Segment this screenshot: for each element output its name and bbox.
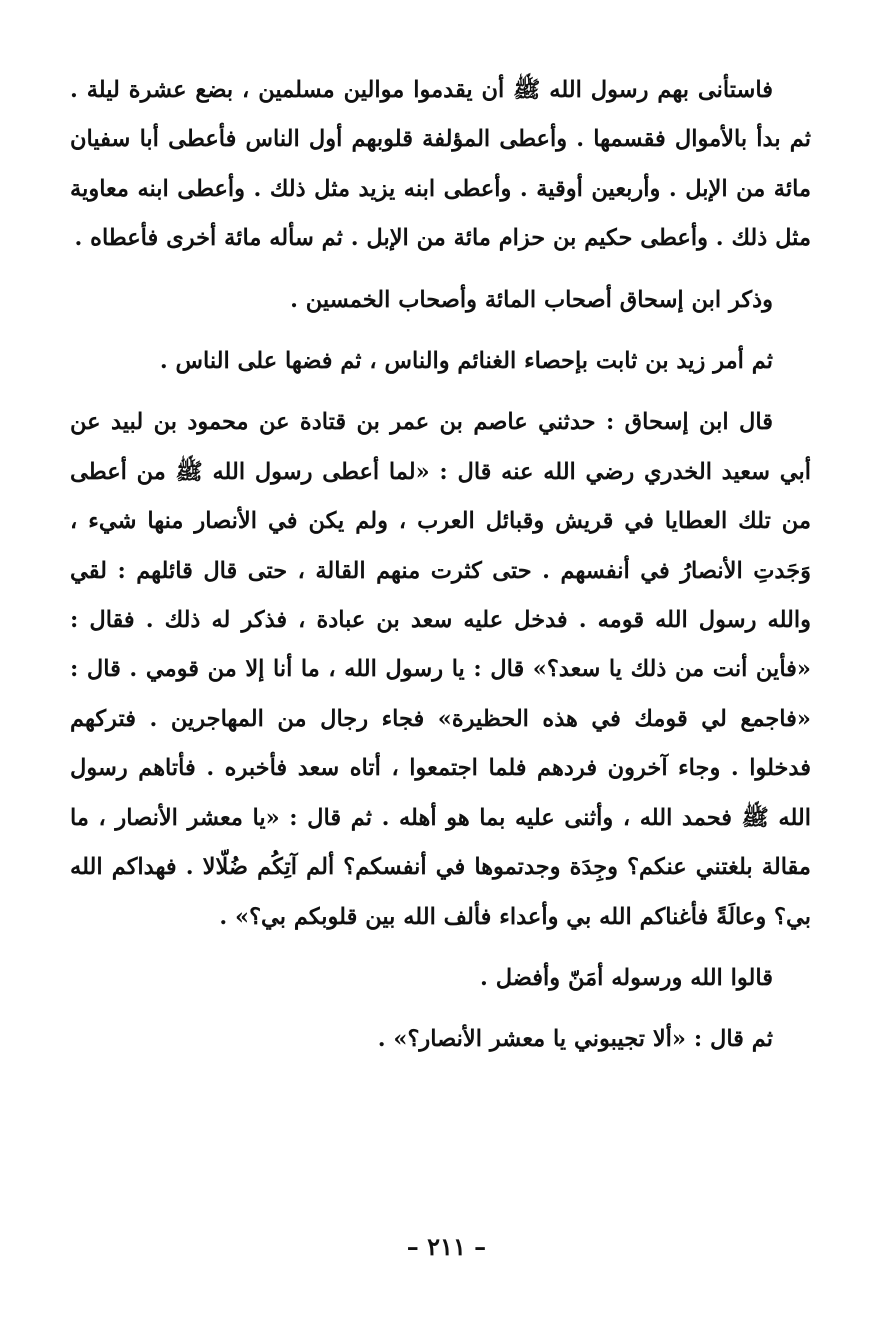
paragraph-question: ثم قال : «ألا تجيبوني يا معشر الأنصار؟» . [377,1026,773,1053]
paragraph-ansar-reply: قالوا الله ورسوله أمَنّ وأفضل . [480,964,773,991]
body-text [70,66,811,1077]
paragraph-ansar-narration: قال ابن إسحاق : حدثني عاصم بن عمر بن قتادة عن محمود بن لبيد عن أبي سعيد الخدري رضي الله عنه قال : «لما أعطى رسول الله ﷺ من أعطى من تلك العطايا في قريش وقبائل العرب ، ولم يكن في الأنصار منها شيء ، وَجَدتِ الأنصارُ في أنفسهم . حتى كثرت منهم القالة ، حتى قال قائلهم : لقي والله رسول الله قومه . فدخل عليه سعد بن عبادة ، فذكر له ذلك . فقال : «فأين أنت من ذلك يا سعد؟» قال : يا رسول الله ، ما أنا إلا من قومي . قال : «فاجمع لي قومك في هذه الحظيرة» فجاء رجال من المهاجرين . فتركهم فدخلوا . وجاء آخرون فردهم فلما اجتمعوا ، أتاه سعد فأخبره . فأتاهم رسول الله ﷺ فحمد الله ، وأثنى عليه بما هو أهله . ثم قال : «يا معشر الأنصار ، ما مقالة بلغتني عنكم؟ وجِدَة وجدتموها في أنفسكم؟ ألم آتِكُم ضُلّالا . فهداكم الله بي؟ وعالَةً فأغناكم الله بي وأعداء فألف الله بين قلوبكم بي؟» . [70,409,811,930]
paragraph-distribution: فاستأنى بهم رسول الله ﷺ أن يقدموا موالين مسلمين ، بضع عشرة ليلة . ثم بدأ بالأموال فقسمها . وأعطى المؤلفة قلوبهم أول الناس فأعطى أبا سفيان مائة من الإبل . وأربعين أوقية . وأعطى ابنه يزيد مثل ذلك . وأعطى ابنه معاوية مثل ذلك . وأعطى حكيم بن حزام مائة من الإبل . ثم سأله مائة أخرى فأعطاه . [70,77,811,252]
page-number: – ٢١١ – [406,1232,487,1261]
paragraph-zayd-census: ثم أمر زيد بن ثابت بإحصاء الغنائم والناس ، ثم فضها على الناس . [159,348,773,375]
paragraph-ibn-ishaq-note: وذكر ابن إسحاق أصحاب المائة وأصحاب الخمسين . [290,286,773,313]
